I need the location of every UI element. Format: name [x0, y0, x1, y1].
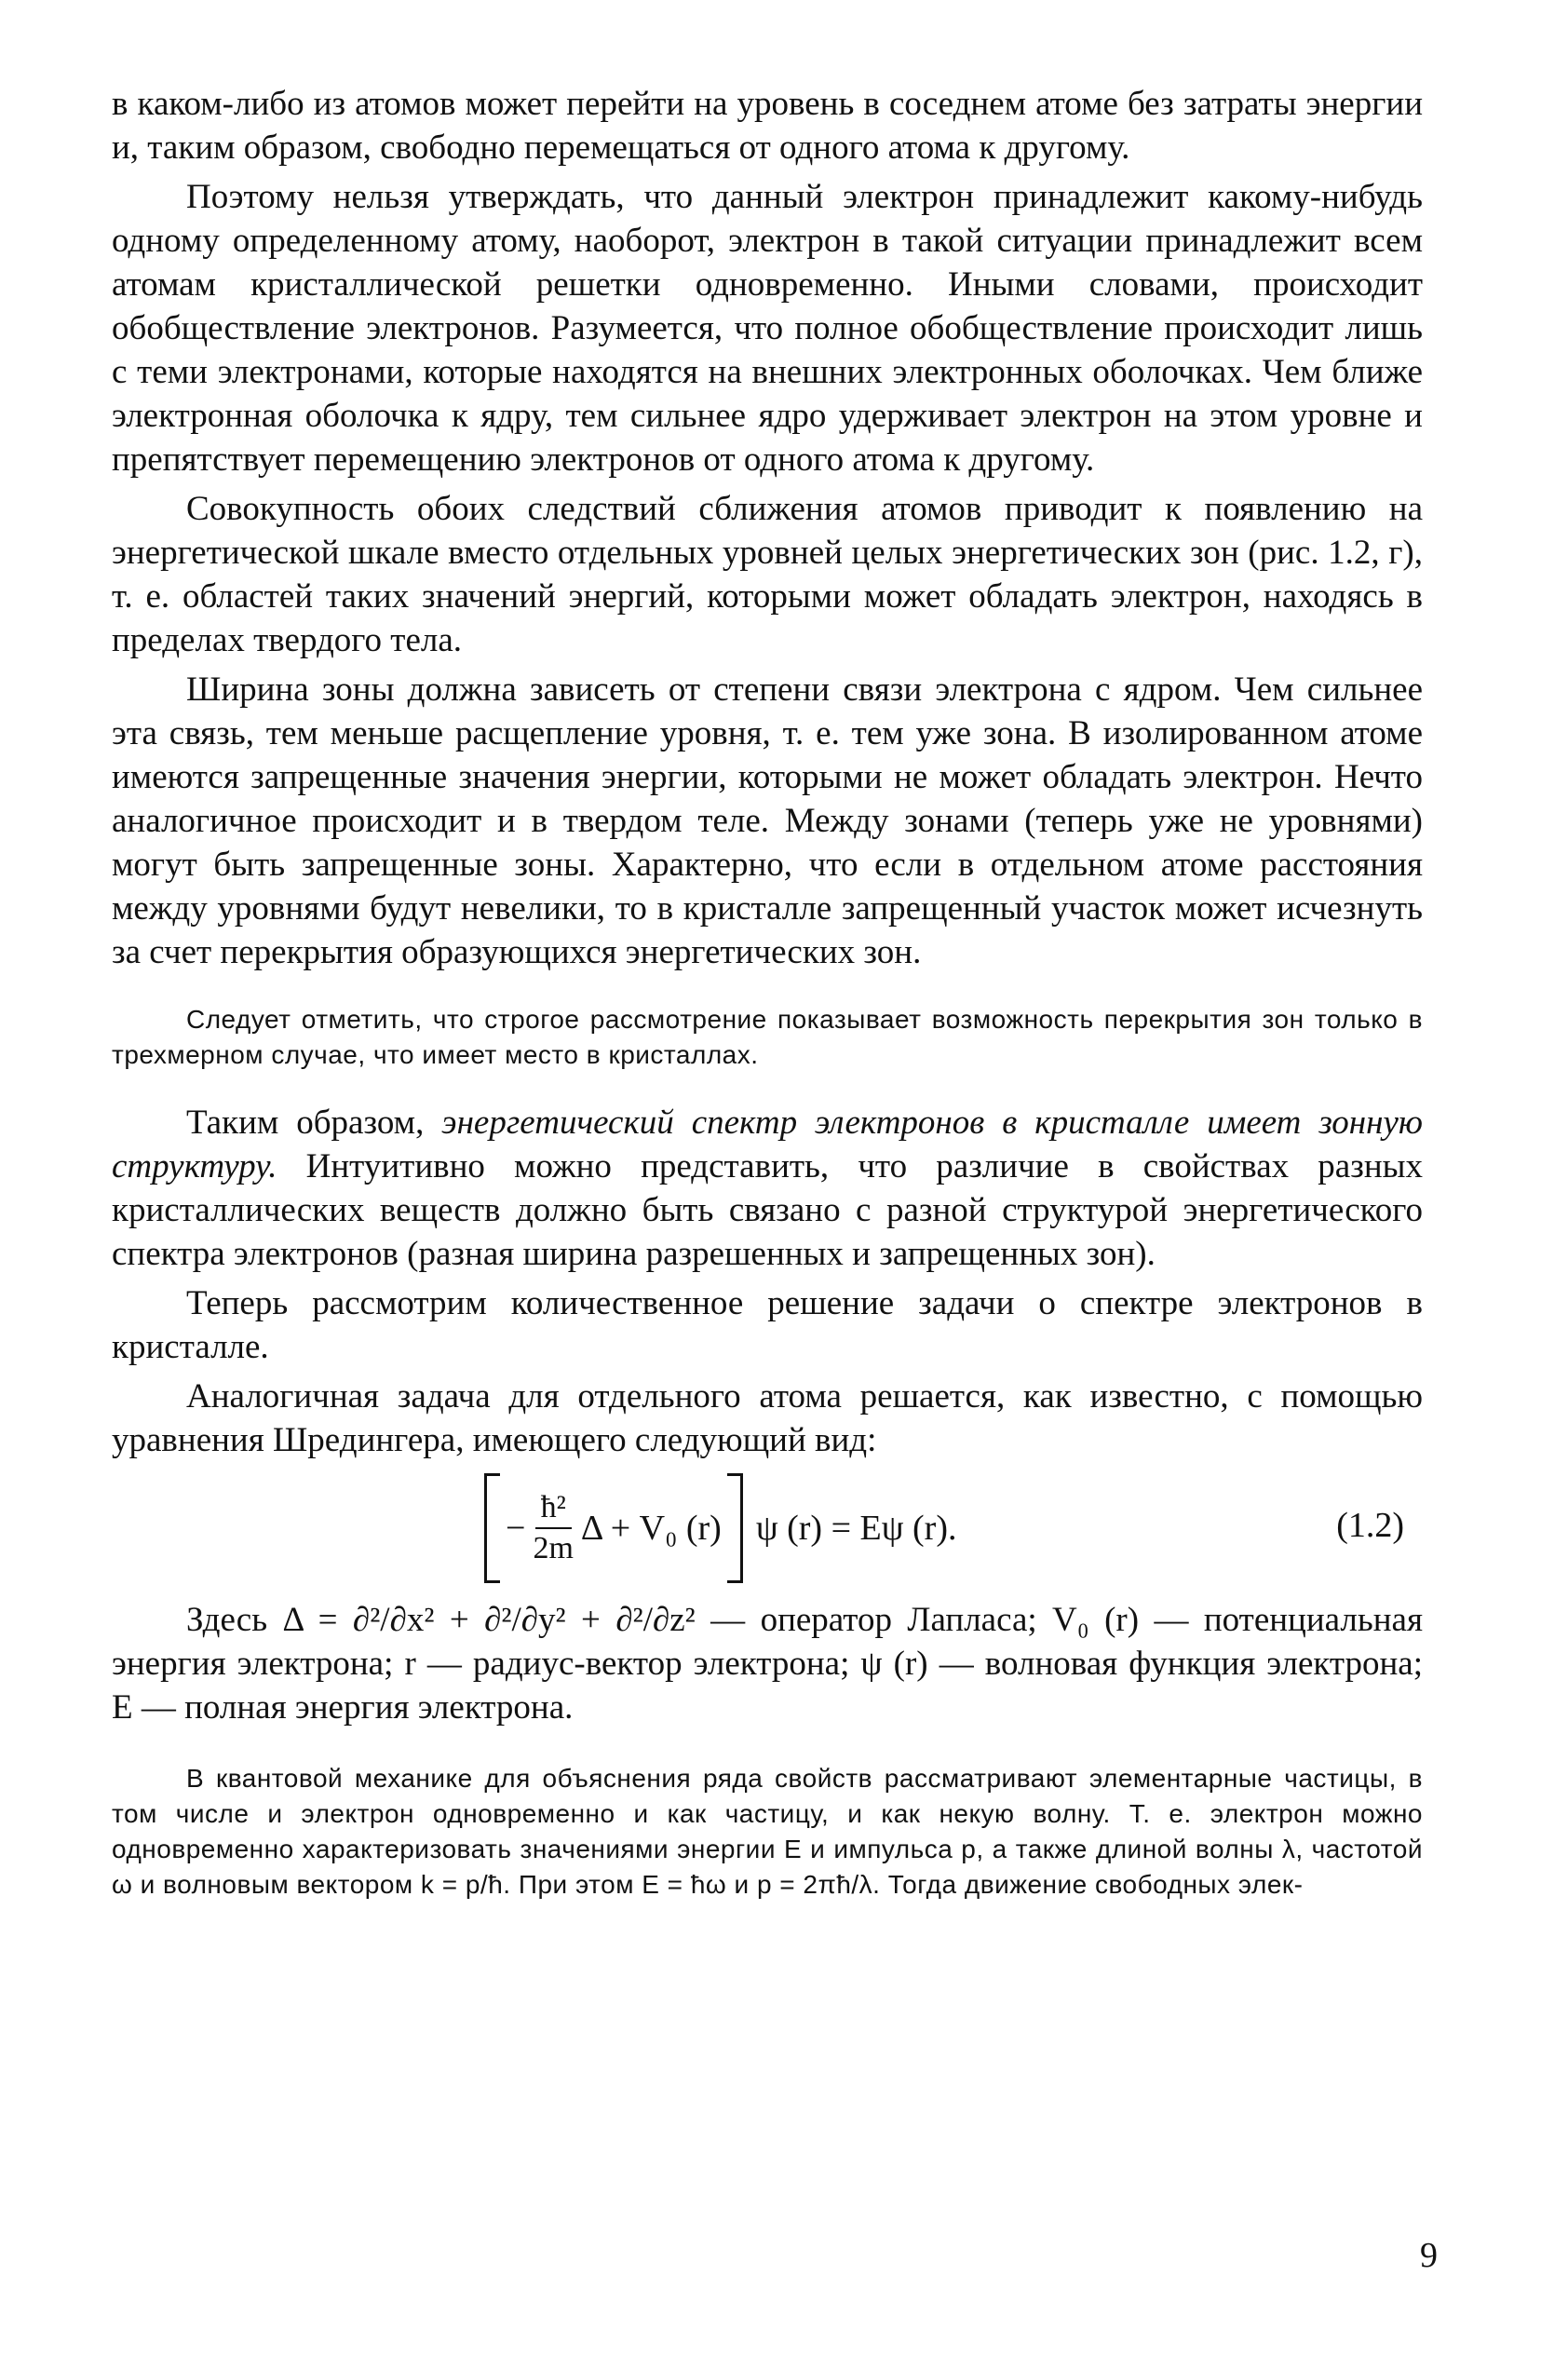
equation-number: (1.2)	[1336, 1506, 1404, 1545]
paragraph-8: Здесь Δ = ∂²/∂x² + ∂²/∂y² + ∂²/∂z² — оператор Лапласа; V₀ (r) — потенциальная энергия электрона; r — радиус-вектор электрона; ψ (r) — волновая функция электрона; E — полная энергия электрона.	[112, 1601, 1423, 1727]
equation-fraction	[533, 1490, 573, 1566]
equation-minus: −	[506, 1509, 526, 1548]
fraction-denominator: 2m	[533, 1531, 574, 1565]
paragraph-5-start: Таким образом,	[186, 1104, 442, 1142]
paragraph-5-emphasis: энергетический спектр электронов в кристалле имеет зонную структуру.	[112, 1104, 1423, 1185]
paragraph-7: Аналогичная задача для отдельного атома решается, как известно, с помощью уравнения Шредингера, имеющего следующий вид:	[112, 1377, 1423, 1459]
right-bracket	[727, 1473, 743, 1583]
paragraph-4: Ширина зоны должна зависеть от степени связи электрона с ядром. Чем сильнее эта связь, тем меньше расщепление уровня, т. е. тем уже зона. В изолированном атоме имеются запрещенные значения энергии, которыми не может обладать электрон. Нечто аналогичное происходит и в твердом теле. Между зонами (теперь уже не уровнями) могут быть запрещенные зоны. Характерно, что если в отдельном атоме расстояния между уровнями будут невелики, то в кристалле запрещенный участок может исчезнуть за счет перекрытия образующихся энергетических зон.	[112, 671, 1423, 971]
paragraph-3: Совокупность обоих следствий сближения атомов приводит к появлению на энергетической шкале вместо отдельных уровней целых энергетических зон (рис. 1.2, г), т. е. областей таких значений энергий, которыми может обладать электрон, находясь в пределах твердого тела.	[112, 490, 1423, 659]
paragraph-6: Теперь рассмотрим количественное решение задачи о спектре электронов в кристалле.	[112, 1284, 1423, 1366]
equation-middle: Δ + V₀ (r)	[580, 1509, 722, 1548]
note-overlap: Следует отметить, что строгое рассмотрение показывает возможность перекрытия зон только в трехмерном случае, что имеет место в кристаллах.	[112, 1005, 1423, 1069]
fraction-numerator: ħ²	[535, 1490, 572, 1529]
paragraph-5-end: Интуитивно можно представить, что различие в свойствах разных кристаллических веществ должно быть связано с разной структурой энергетического спектра электронов (разная ширина разрешенных и запрещенных зон).	[112, 1147, 1423, 1273]
paragraph-5	[112, 1101, 1423, 1276]
note-quantum: В квантовой механике для объяснения ряда свойств рассматривают элементарные частицы, в том числе и электрон одновременно и как частицу, и как некую волну. Т. е. электрон можно одновременно характеризовать значениями энергии E и импульса p, а также длиной волны λ, частотой ω и волновым вектором k = p/ħ. При этом E = ħω и p = 2πħ/λ. Тогда движение свободных элек-	[112, 1764, 1423, 1899]
equation-right: ψ (r) = Eψ (r).	[755, 1509, 957, 1548]
left-bracket	[484, 1473, 500, 1583]
equation-formula	[484, 1468, 956, 1589]
page-number: 9	[1420, 2236, 1438, 2275]
paragraph-2: Поэтому нельзя утверждать, что данный электрон принадлежит какому-нибудь одному определенному атому, наоборот, электрон в такой ситуации принадлежит всем атомам кристаллической решетки одновременно. Иными словами, происходит обобществление электронов. Разумеется, что полное обобществление происходит лишь с теми электронами, которые находятся на внешних электронных оболочках. Чем ближе электронная оболочка к ядру, тем сильнее ядро удерживает электрон на этом уровне и препятствует перемещению электронов от одного атома к другому.	[112, 178, 1423, 479]
page-content	[112, 82, 1423, 1930]
schrodinger-equation	[112, 1468, 1423, 1589]
paragraph-1: в каком-либо из атомов может перейти на уровень в соседнем атоме без затраты энергии и, таким образом, свободно перемещаться от одного атома к другому.	[112, 85, 1423, 167]
